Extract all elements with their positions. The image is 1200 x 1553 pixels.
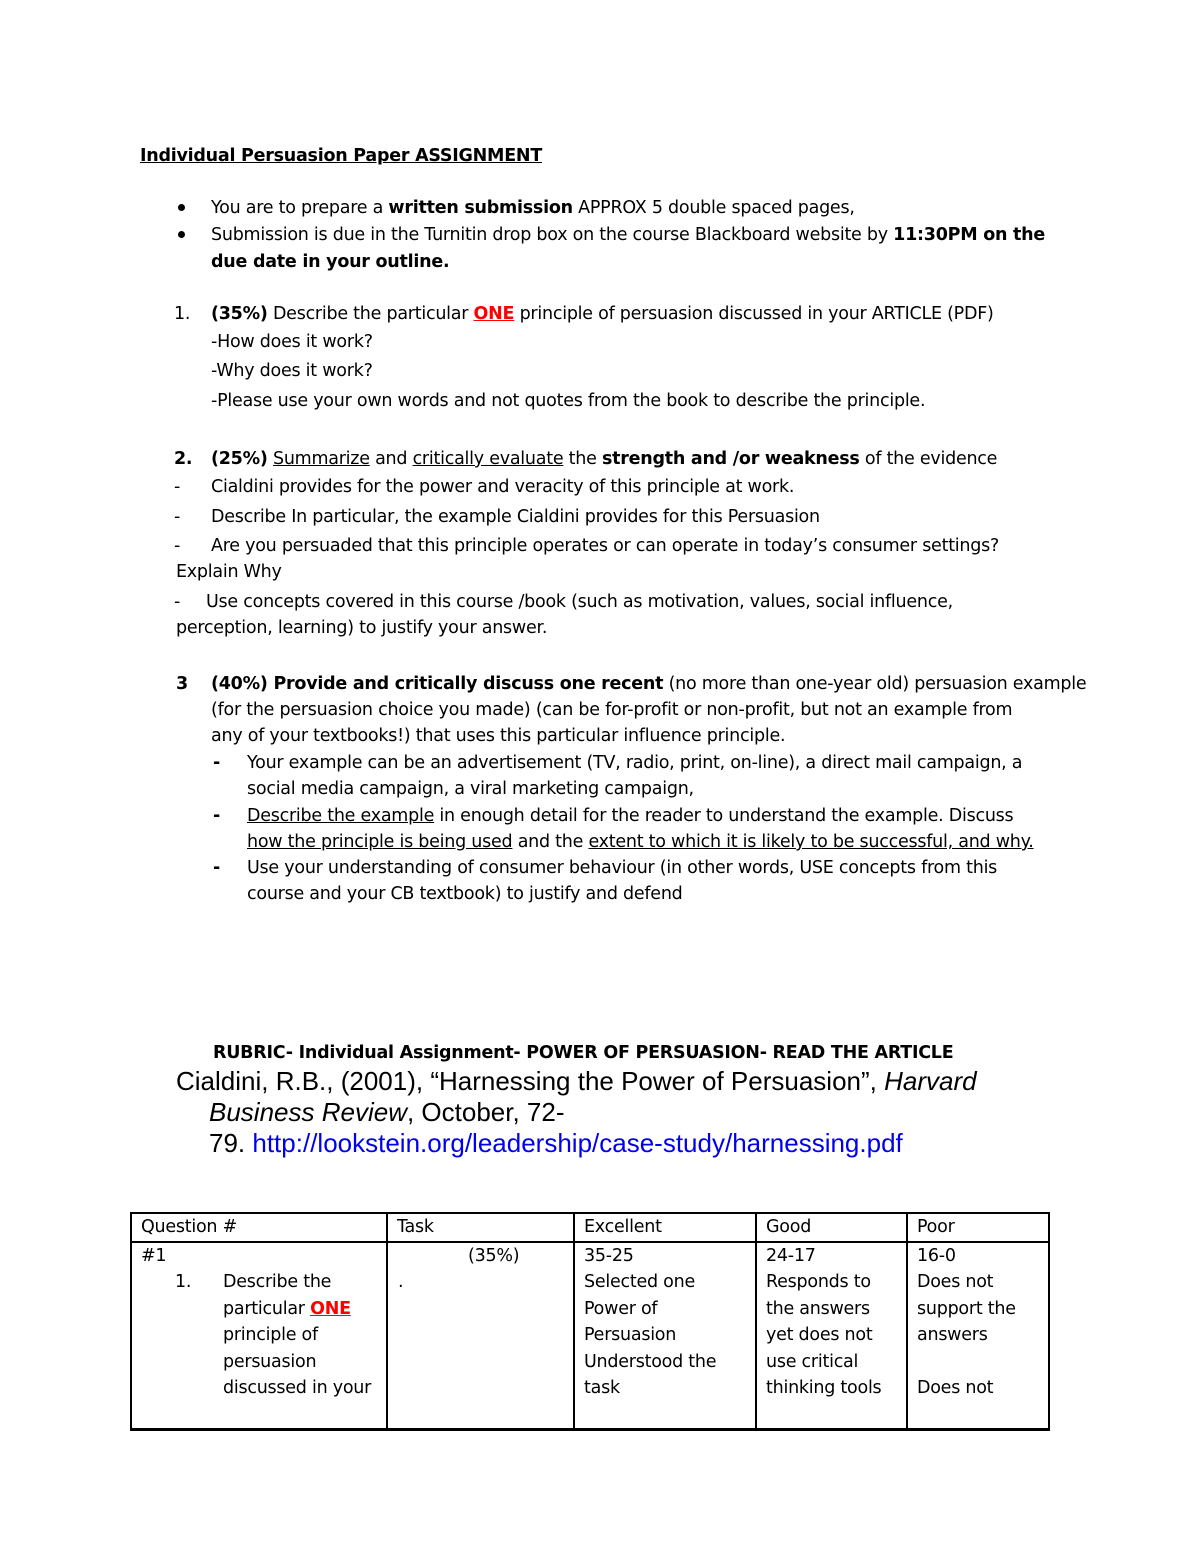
q2-explain: Explain Why [176, 562, 282, 582]
q2-dash-item: Cialdini provides for the power and veracity of this principle at work. [211, 477, 795, 497]
table-header-cell: Excellent [574, 1213, 756, 1242]
intro-bullet-2-cont: due date in your outline. [211, 252, 450, 272]
question-text: Describe the particular ONE principle of persuasion discussed in your [223, 1272, 372, 1398]
q3-item-a-line1: Your example can be an advertisement (TV, radio, print, on-line), a direct mail campaign, a [247, 753, 1023, 773]
table-row [131, 1242, 1049, 1430]
bullet-icon [178, 231, 185, 238]
dash-marker: - [213, 806, 221, 826]
article-link[interactable]: http://lookstein.org/leadership/case-study/harnessing.pdf [252, 1128, 903, 1158]
dash-marker: - [174, 507, 181, 527]
q3-line3: any of your textbooks!) that uses this particular influence principle. [211, 726, 786, 746]
dash-marker: - [174, 592, 181, 612]
citation-line1: Cialdini, R.B., (2001), “Harnessing the Power of Persuasion”, Harvard [176, 1066, 977, 1096]
dash-marker: - [213, 858, 221, 878]
document-title: Individual Persuasion Paper ASSIGNMENT [140, 146, 543, 166]
question-list-item [141, 1269, 386, 1402]
intro-bullet-2: Submission is due in the Turnitin drop box on the course Blackboard website by 11:30PM on the [211, 225, 1045, 245]
table-header-cell: Good [756, 1213, 907, 1242]
question-id: #1 [141, 1245, 167, 1266]
q3-number: 3 [176, 674, 188, 694]
q2-number: 2. [174, 449, 193, 469]
task-percent: (35%) [468, 1245, 520, 1266]
question-num: 1. [175, 1272, 192, 1292]
q2-concepts-line1: Use concepts covered in this course /book (such as motivation, values, social influence, [206, 592, 953, 612]
q1-sub-item: -Why does it work? [211, 361, 373, 381]
intro-bullet-1: You are to prepare a written submission APPROX 5 double spaced pages, [211, 198, 855, 218]
q3-item-b-line1: Describe the example in enough detail for the reader to understand the example. Discuss [247, 806, 1014, 826]
table-header-cell: Poor [907, 1213, 1049, 1242]
q2-concepts-line2: perception, learning) to justify your answer. [176, 618, 548, 638]
q3-item-c-line2: course and your CB textbook) to justify and defend [247, 884, 683, 904]
dash-marker: - [213, 753, 221, 773]
q2-text: (25%) Summarize and critically evaluate the strength and /or weakness of the evidence [211, 449, 998, 469]
q3-item-c-line1: Use your understanding of consumer behaviour (in other words, USE concepts from this [247, 858, 998, 878]
citation-line2: Business Review, October, 72- [209, 1097, 565, 1127]
dash-marker: - [174, 477, 181, 497]
q3-line1: (40%) Provide and critically discuss one recent (no more than one-year old) persuasion example [211, 674, 1087, 694]
task-dot: . [398, 1272, 404, 1292]
table-header-row [131, 1213, 1049, 1242]
q1-number: 1. [174, 304, 191, 324]
q3-line2: (for the persuasion choice you made) (can be for-profit or non-profit, but not an example from [211, 700, 1013, 720]
table-header-cell: Question # [131, 1213, 387, 1242]
poor-cell: 16-0 Does not support the answers Does not [907, 1242, 1049, 1430]
rubric-table [130, 1212, 1050, 1431]
q2-dash-item: Are you persuaded that this principle operates or can operate in today’s consumer settings? [211, 536, 1000, 556]
q3-item-a-line2: social media campaign, a viral marketing campaign, [247, 779, 694, 799]
q1-text: (35%) Describe the particular ONE principle of persuasion discussed in your ARTICLE (PDF) [211, 304, 994, 324]
question-cell [131, 1242, 387, 1430]
good-cell: 24-17 Responds to the answers yet does not use critical thinking tools [756, 1242, 907, 1430]
dash-marker: - [174, 536, 181, 556]
q2-dash-item: Describe In particular, the example Cialdini provides for this Persuasion [211, 507, 820, 527]
rubric-heading: RUBRIC- Individual Assignment- POWER OF PERSUASION- READ THE ARTICLE [213, 1043, 954, 1063]
task-cell [387, 1242, 574, 1430]
q3-item-b-line2: how the principle is being used and the extent to which it is likely to be successful, and why. [247, 832, 1034, 852]
q1-sub-item: -Please use your own words and not quotes from the book to describe the principle. [211, 391, 926, 411]
citation-line3: 79. http://lookstein.org/leadership/case-study/harnessing.pdf [209, 1128, 903, 1158]
table-header-cell: Task [387, 1213, 574, 1242]
excellent-cell: 35-25 Selected one Power of Persuasion Understood the task [574, 1242, 756, 1430]
q1-sub-item: -How does it work? [211, 332, 373, 352]
bullet-icon [178, 204, 185, 211]
